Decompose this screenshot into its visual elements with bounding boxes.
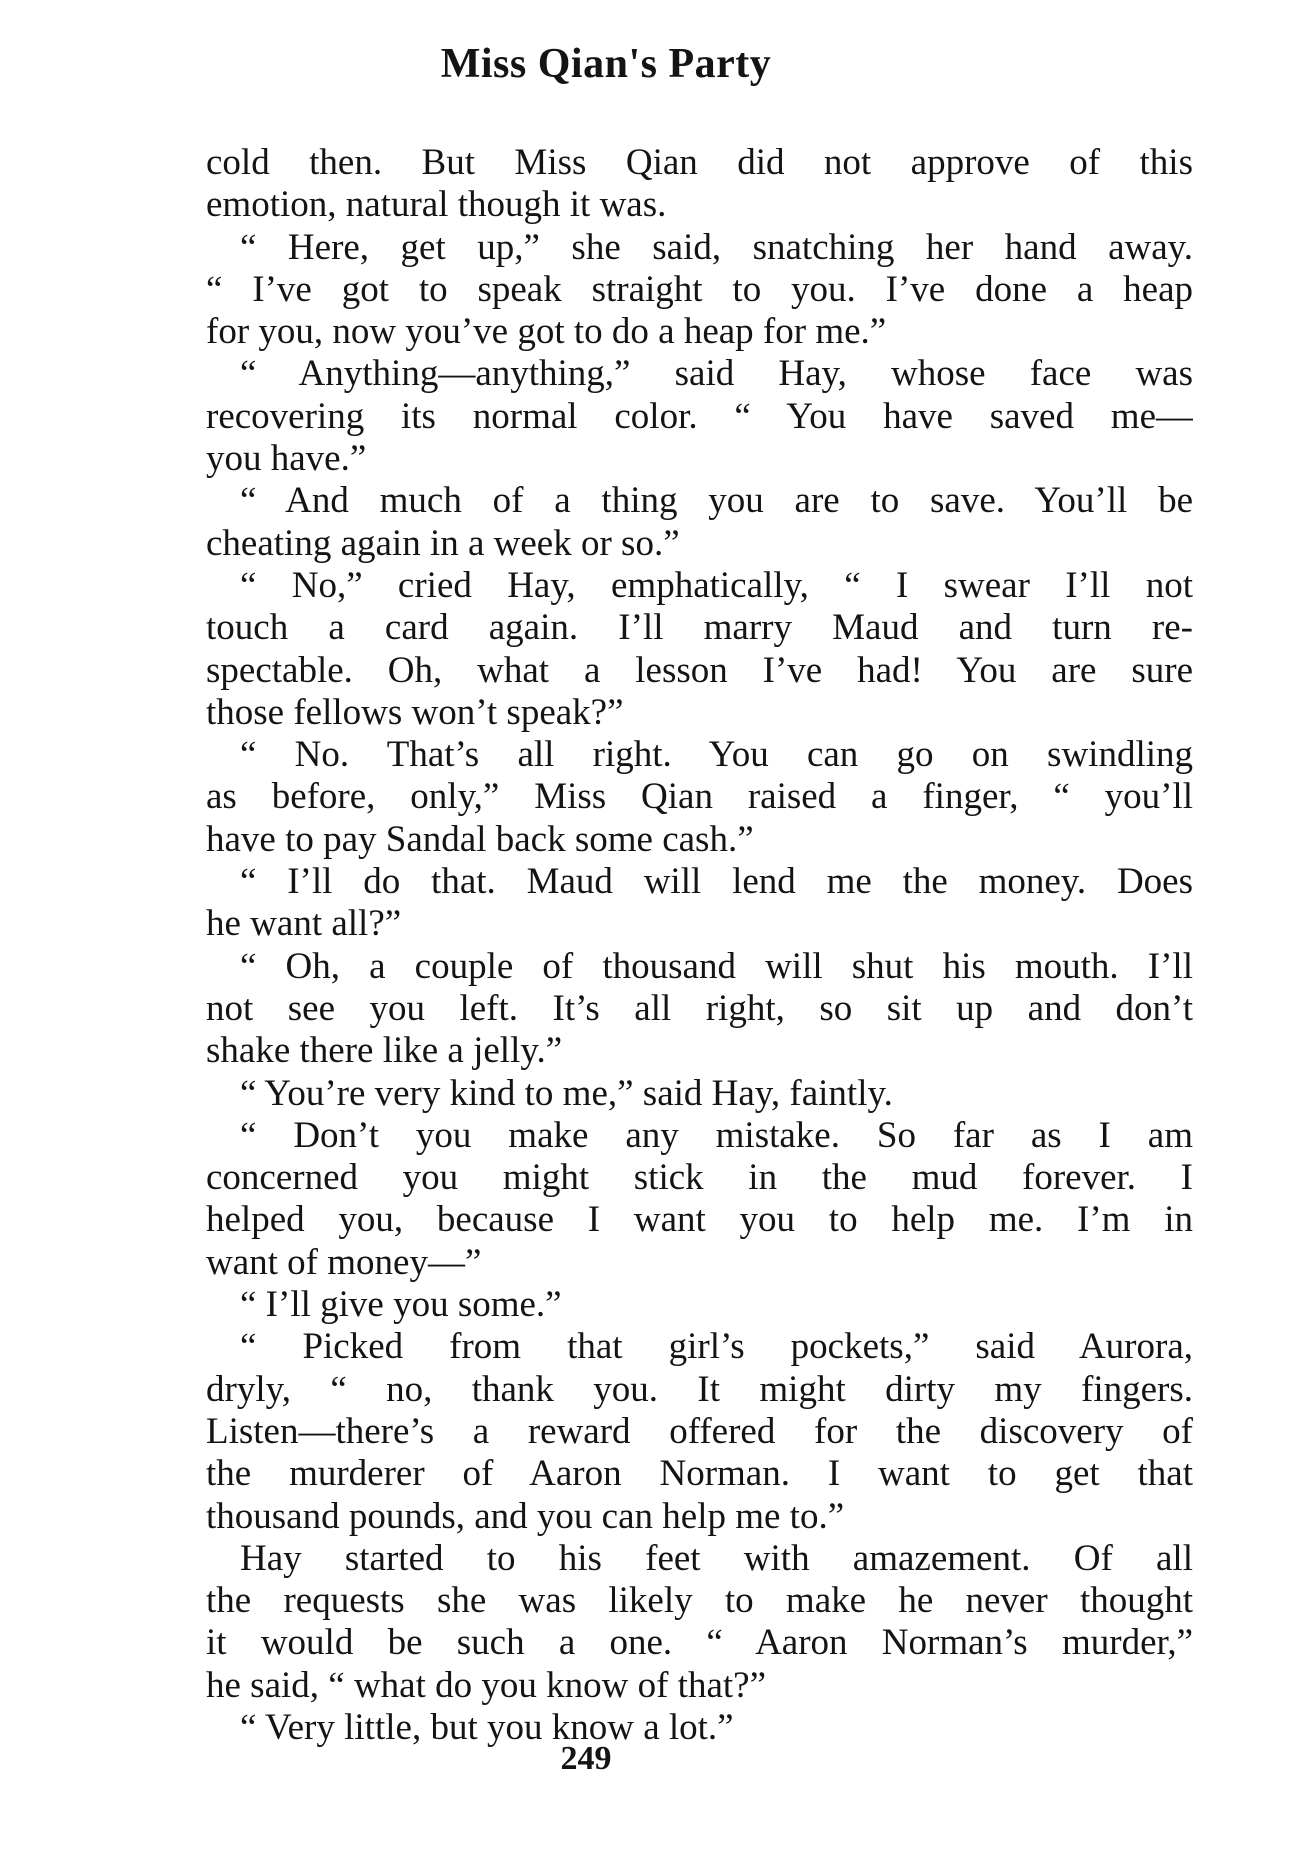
text-line: the murderer of Aaron Norman. I want to get that [206,1453,1193,1495]
text-line: it would be such a one. “ Aaron Norman’s murder,” [206,1622,1193,1664]
text-line: “ I’ll give you some.” [240,1284,562,1326]
text-line: “ Here, get up,” she said, snatching her hand away. [240,226,1193,268]
running-head: Miss Qian's Party [440,41,772,87]
text-line: the requests she was likely to make he never thought [206,1580,1193,1622]
text-line: emotion, natural though it was. [206,184,667,226]
text-line: “ You’re very kind to me,” said Hay, faintly. [240,1072,893,1114]
text-line: helped you, because I want you to help me. I’m in [206,1199,1193,1241]
text-line: Hay started to his feet with amazement. Of all [240,1537,1193,1579]
text-line: “ Oh, a couple of thousand will shut his mouth. I’ll [240,945,1193,987]
body-text [206,142,1193,1749]
text-line: thousand pounds, and you can help me to.” [206,1495,845,1537]
text-line: dryly, “ no, thank you. It might dirty my fingers. [206,1368,1193,1410]
text-line: “ No,” cried Hay, emphatically, “ I swear I’ll not [240,564,1193,606]
text-line: recovering its normal color. “ You have saved me— [206,395,1193,437]
text-line: those fellows won’t speak?” [206,691,624,733]
text-line: want of money—” [206,1241,482,1283]
text-line: he said, “ what do you know of that?” [206,1664,766,1706]
text-line: have to pay Sandal back some cash.” [206,818,754,860]
text-line: “ Picked from that girl’s pockets,” said Aurora, [240,1326,1193,1368]
text-line: “ I’ve got to speak straight to you. I’ve done a heap [206,268,1193,310]
text-line: shake there like a jelly.” [206,1030,563,1072]
text-line: you have.” [206,438,367,480]
text-line: Listen—there’s a reward offered for the discovery of [206,1410,1193,1452]
text-line: “ Don’t you make any mistake. So far as I am [240,1114,1193,1156]
text-line: “ I’ll do that. Maud will lend me the money. Does [240,861,1193,903]
text-line: “ Very little, but you know a lot.” [240,1706,734,1748]
text-line: cheating again in a week or so.” [206,522,680,564]
text-line: he want all?” [206,903,402,945]
text-line: touch a card again. I’ll marry Maud and turn re- [206,607,1193,649]
text-line: “ No. That’s all right. You can go on swindling [240,734,1193,776]
text-line: “ And much of a thing you are to save. You’ll be [240,480,1193,522]
text-line: “ Anything—anything,” said Hay, whose face was [240,353,1193,395]
text-line: for you, now you’ve got to do a heap for me.” [206,311,887,353]
text-line: concerned you might stick in the mud forever. I [206,1157,1193,1199]
text-line: spectable. Oh, what a lesson I’ve had! You are sure [206,649,1193,691]
text-line: cold then. But Miss Qian did not approve of this [206,142,1193,183]
text-line: as before, only,” Miss Qian raised a finger, “ you’ll [206,776,1193,818]
text-line: not see you left. It’s all right, so sit up and don’t [206,987,1193,1029]
page-number: 249 [560,1740,612,1777]
